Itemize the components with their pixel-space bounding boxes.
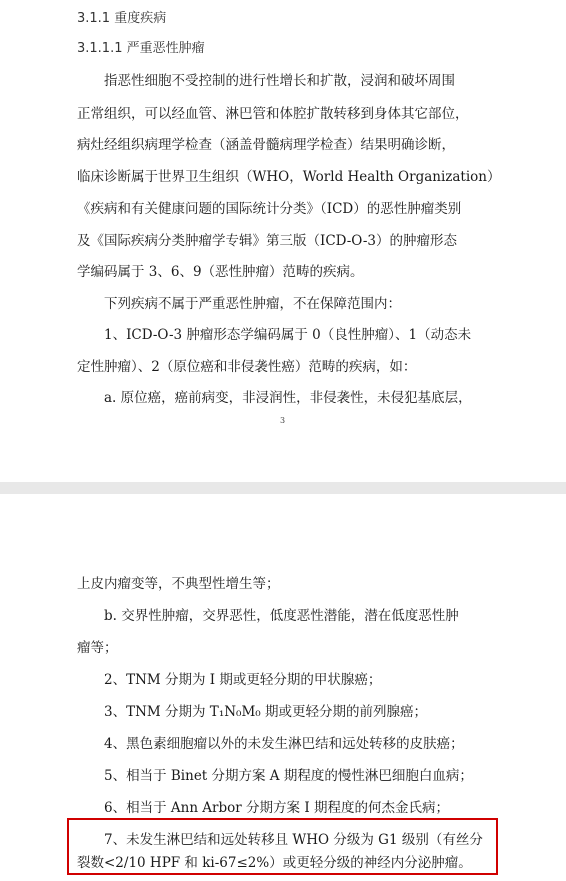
paragraph-line: 正常组织，可以经血管、淋巴管和体腔扩散转移到身体其它部位， [77,106,469,122]
highlighted-list-item-line: 裂数<2/10 HPF 和 ki-67≤2%）或更轻分级的神经内分泌肿瘤。 [77,855,472,871]
list-item-line: a. 原位癌，癌前病变，非浸润性，非侵袭性，未侵犯基底层， [104,390,472,406]
page-separator [0,482,566,494]
page-number: 3 [280,416,286,425]
paragraph-line: 《疾病和有关健康问题的国际统计分类》（ICD）的恶性肿瘤类别 [77,201,462,217]
paragraph-line: 临床诊断属于世界卫生组织（WHO，World Health Organization） [77,169,501,185]
list-item-line: 3、TNM 分期为 T₁N₀M₀ 期或更轻分期的前列腺癌； [104,704,427,720]
paragraph-line: 病灶经组织病理学检查（涵盖骨髓病理学检查）结果明确诊断， [77,137,455,153]
paragraph-line: 及《国际疾病分类肿瘤学专辑》第三版（ICD-O-3）的肿瘤形态 [77,233,458,249]
paragraph-line: 指恶性细胞不受控制的进行性增长和扩散，浸润和破坏周围 [104,73,455,89]
list-item-line: 1、ICD-O-3 肿瘤形态学编码属于 0（良性肿瘤）、1（动态未 [104,327,472,343]
paragraph-line: 学编码属于 3、6、9（恶性肿瘤）范畴的疾病。 [77,264,364,280]
list-item-line: 瘤等； [77,640,118,656]
highlighted-list-item-line: 7、未发生淋巴结和远处转移且 WHO 分级为 G1 级别（有丝分 [104,832,483,848]
paragraph-line: 下列疾病不属于严重恶性肿瘤，不在保障范围内： [104,296,401,312]
list-item-line: 2、TNM 分期为 I 期或更轻分期的甲状腺癌； [104,672,382,688]
list-item-line: b. 交界性肿瘤，交界恶性，低度恶性潜能，潜在低度恶性肿 [104,608,459,624]
list-item-line: 4、黑色素细胞瘤以外的未发生淋巴结和远处转移的皮肤癌； [104,736,464,752]
list-item-line: 5、相当于 Binet 分期方案 A 期程度的慢性淋巴细胞白血病； [104,768,473,784]
subsection-heading: 3.1.1.1 严重恶性肿瘤 [77,41,205,56]
list-item-line: 6、相当于 Ann Arbor 分期方案 I 期程度的何杰金氏病； [104,800,449,816]
paragraph-line: 上皮内瘤变等，不典型性增生等； [77,576,280,592]
list-item-line: 定性肿瘤）、2（原位癌和非侵袭性癌）范畴的疾病，如： [77,359,417,375]
section-heading: 3.1.1 重度疾病 [77,11,167,26]
highlight-box [67,818,498,875]
